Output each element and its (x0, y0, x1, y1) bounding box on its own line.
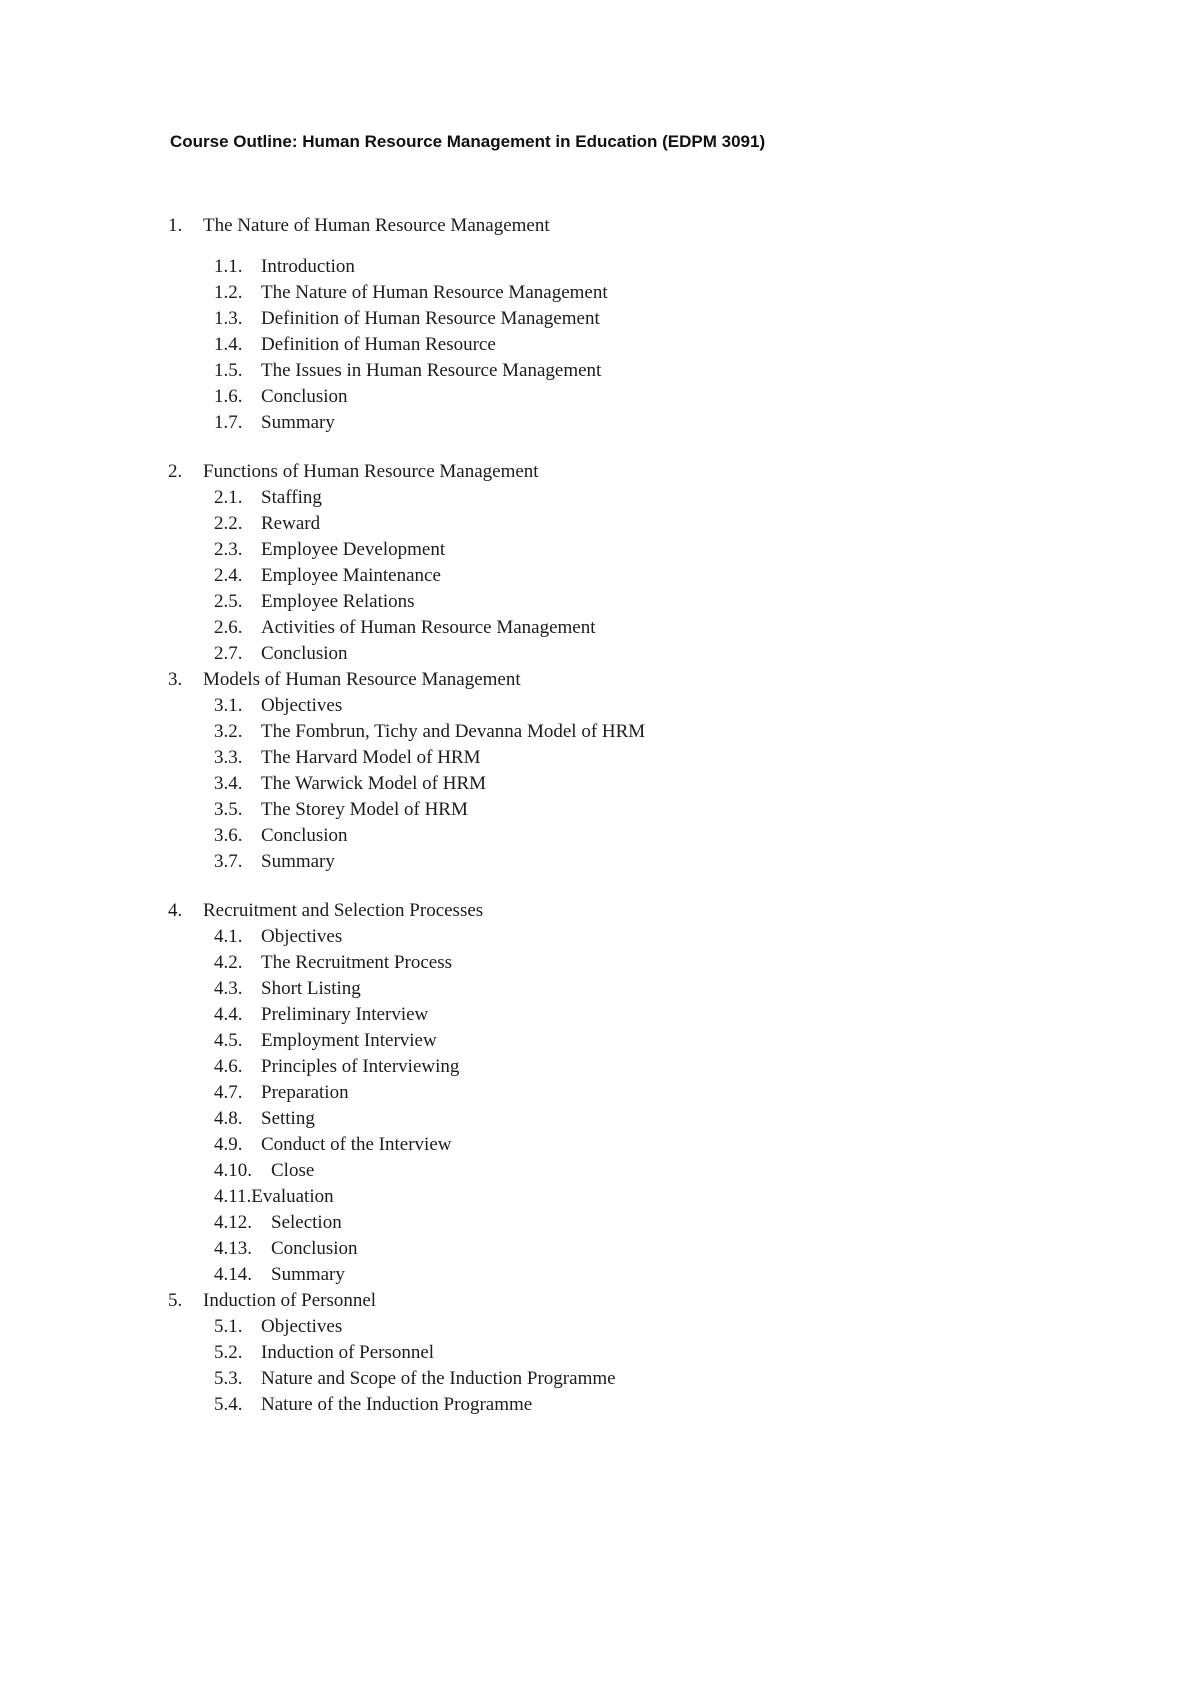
item-text: The Nature of Human Resource Management (261, 282, 608, 303)
item-text: Preparation (261, 1082, 349, 1103)
item-number: 4.12. (214, 1212, 252, 1233)
outline-item (168, 1002, 1090, 1028)
outline-item (168, 1158, 1090, 1184)
item-number: 3.7. (214, 851, 243, 872)
item-number: 4.4. (214, 1004, 243, 1025)
section-heading (168, 898, 1090, 924)
outline-item (168, 924, 1090, 950)
outline-item (168, 641, 1090, 667)
section-heading (168, 1288, 1090, 1314)
section-heading (168, 213, 1090, 239)
item-number: 4.6. (214, 1056, 243, 1077)
item-text: Selection (271, 1212, 342, 1233)
section-heading (168, 459, 1090, 485)
outline-item (168, 358, 1090, 384)
item-number: 1.7. (214, 412, 243, 433)
item-text: Reward (261, 513, 321, 534)
outline-item (168, 280, 1090, 306)
outline-item (168, 306, 1090, 332)
item-number: 1.1. (214, 256, 243, 277)
outline-item (168, 771, 1090, 797)
outline-item (168, 719, 1090, 745)
item-number: 4.9. (214, 1134, 243, 1155)
outline-item (168, 745, 1090, 771)
item-text: Objectives (261, 695, 343, 716)
item-number: 4.7. (214, 1082, 243, 1103)
item-number: 3.1. (214, 695, 243, 716)
outline-item (168, 693, 1090, 719)
item-number: 3.5. (214, 799, 243, 820)
item-text: Induction of Personnel (261, 1342, 435, 1363)
outline-item (168, 1340, 1090, 1366)
item-text: Evaluation (251, 1186, 334, 1207)
item-number: 5.1. (214, 1316, 243, 1337)
section-number: 2. (168, 461, 183, 482)
item-number: 2.1. (214, 487, 243, 508)
item-text: Staffing (261, 487, 322, 508)
item-text: Objectives (261, 926, 343, 947)
item-text: Introduction (261, 256, 355, 277)
item-text: Summary (261, 851, 335, 872)
section-heading-text: Functions of Human Resource Management (203, 461, 539, 482)
item-text: Nature and Scope of the Induction Programme (261, 1368, 616, 1389)
item-number: 2.6. (214, 617, 243, 638)
item-text: Close (271, 1160, 315, 1181)
item-text: Summary (261, 412, 335, 433)
item-text: The Warwick Model of HRM (261, 773, 487, 794)
item-text: Conclusion (261, 643, 348, 664)
item-number: 3.4. (214, 773, 243, 794)
item-number: 4.3. (214, 978, 243, 999)
section-heading-text: Models of Human Resource Management (203, 669, 521, 690)
item-number: 4.8. (214, 1108, 243, 1129)
outline-item (168, 384, 1090, 410)
outline-item (168, 615, 1090, 641)
item-text: Principles of Interviewing (261, 1056, 460, 1077)
item-text: Setting (261, 1108, 315, 1129)
item-text: The Issues in Human Resource Management (261, 360, 602, 381)
outline-item (168, 950, 1090, 976)
outline-item (168, 1262, 1090, 1288)
outline-item (168, 332, 1090, 358)
outline-item (168, 1366, 1090, 1392)
item-text: Conduct of the Interview (261, 1134, 452, 1155)
item-number: 2.5. (214, 591, 243, 612)
item-number: 4.5. (214, 1030, 243, 1051)
item-number: 5.3. (214, 1368, 243, 1389)
outline-item (168, 1132, 1090, 1158)
item-number: 4.2. (214, 952, 243, 973)
outline-item (168, 511, 1090, 537)
outline-item (168, 1054, 1090, 1080)
item-number: 4.11. (214, 1186, 252, 1207)
outline-item (168, 1236, 1090, 1262)
item-text: Objectives (261, 1316, 343, 1337)
item-number: 4.10. (214, 1160, 252, 1181)
item-number: 3.2. (214, 721, 243, 742)
item-text: The Storey Model of HRM (261, 799, 468, 820)
item-number: 1.5. (214, 360, 243, 381)
document-content (168, 130, 1090, 1418)
section-number: 5. (168, 1290, 183, 1311)
outline-item (168, 485, 1090, 511)
outline-item (168, 1314, 1090, 1340)
item-number: 2.3. (214, 539, 243, 560)
outline-item (168, 254, 1090, 280)
item-text: The Fombrun, Tichy and Devanna Model of HRM (261, 721, 646, 742)
course-outline (168, 213, 1090, 1418)
item-text: Definition of Human Resource Management (261, 308, 600, 329)
item-number: 2.7. (214, 643, 243, 664)
section-number: 1. (168, 215, 183, 236)
outline-item (168, 589, 1090, 615)
outline-section-5 (168, 1288, 1090, 1418)
item-number: 3.3. (214, 747, 243, 768)
item-text: Short Listing (261, 978, 361, 999)
item-number: 1.4. (214, 334, 243, 355)
section-number: 4. (168, 900, 183, 921)
item-text: Activities of Human Resource Management (261, 617, 596, 638)
outline-item (168, 823, 1090, 849)
item-text: Employment Interview (261, 1030, 437, 1051)
item-text: Preliminary Interview (261, 1004, 429, 1025)
outline-item (168, 563, 1090, 589)
outline-item (168, 410, 1090, 436)
outline-section-4 (168, 898, 1090, 1288)
outline-item (168, 537, 1090, 563)
outline-section-1 (168, 213, 1090, 436)
outline-item (168, 797, 1090, 823)
outline-section-3 (168, 667, 1090, 875)
item-number: 2.2. (214, 513, 243, 534)
section-heading-text: Recruitment and Selection Processes (203, 900, 484, 921)
item-number: 2.4. (214, 565, 243, 586)
item-text: Employee Maintenance (261, 565, 441, 586)
outline-item (168, 1184, 1090, 1210)
item-text: Nature of the Induction Programme (261, 1394, 533, 1415)
outline-item (168, 1210, 1090, 1236)
item-number: 4.13. (214, 1238, 252, 1259)
document-title: Course Outline: Human Resource Management in Education (EDPM 3091) (170, 132, 766, 151)
item-number: 3.6. (214, 825, 243, 846)
item-text: Conclusion (261, 825, 348, 846)
item-number: 5.2. (214, 1342, 243, 1363)
item-text: Conclusion (261, 386, 348, 407)
item-number: 4.14. (214, 1264, 252, 1285)
item-number: 1.6. (214, 386, 243, 407)
outline-item (168, 1080, 1090, 1106)
section-heading (168, 667, 1090, 693)
outline-item (168, 849, 1090, 875)
item-text: Conclusion (271, 1238, 358, 1259)
item-text: Definition of Human Resource (261, 334, 496, 355)
item-number: 4.1. (214, 926, 243, 947)
item-text: Employee Relations (261, 591, 415, 612)
item-number: 1.2. (214, 282, 243, 303)
outline-section-2 (168, 459, 1090, 667)
section-heading-text: The Nature of Human Resource Management (203, 215, 550, 236)
item-number: 1.3. (214, 308, 243, 329)
item-text: Summary (271, 1264, 345, 1285)
item-text: Employee Development (261, 539, 446, 560)
section-number: 3. (168, 669, 183, 690)
item-text: The Harvard Model of HRM (261, 747, 481, 768)
item-number: 5.4. (214, 1394, 243, 1415)
item-text: The Recruitment Process (261, 952, 453, 973)
outline-item (168, 1106, 1090, 1132)
outline-item (168, 976, 1090, 1002)
outline-item (168, 1028, 1090, 1054)
section-heading-text: Induction of Personnel (203, 1290, 377, 1311)
outline-item (168, 1392, 1090, 1418)
